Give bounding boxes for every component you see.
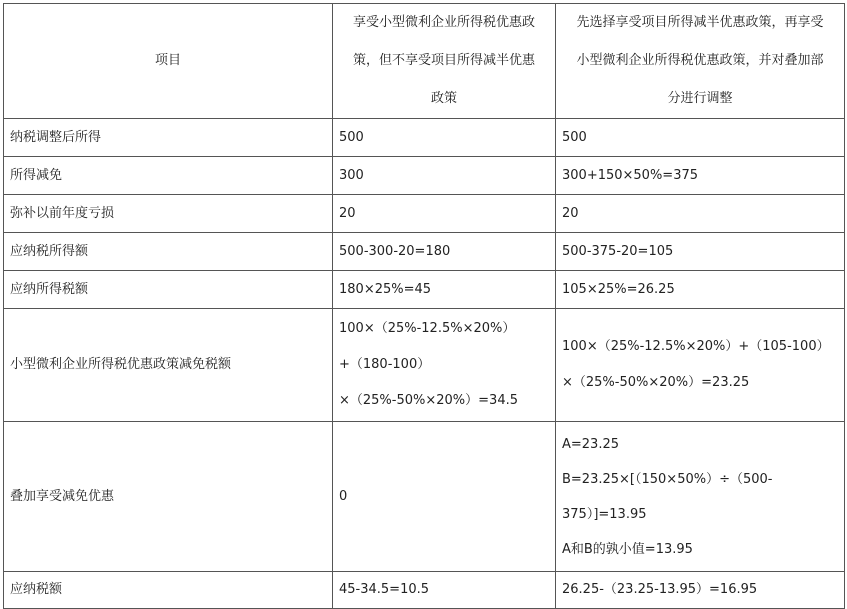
formula-line: 100×（25%-12.5%×20%）+（105-100） (562, 339, 830, 354)
table-row-relief (4, 309, 845, 422)
formula-line: ×（25%-50%×20%）=34.5 (339, 393, 518, 408)
formula-line: A=23.25 (562, 436, 620, 452)
table-row (4, 157, 845, 195)
row-value-a: 500 (333, 119, 556, 157)
row-item: 应纳税额 (4, 572, 333, 609)
row-value-b: 500-375-20=105 (556, 233, 845, 271)
header-option-b (556, 4, 845, 119)
formula-line: 375）]=13.95 (562, 506, 647, 522)
formula-line: +（180-100） (339, 357, 431, 372)
row-value-b: 300+150×50%=375 (556, 157, 845, 195)
header-option-b-line: 先选择享受项目所得减半优惠政策，再享受 (576, 15, 824, 30)
row-value-b: 26.25-（23.25-13.95）=16.95 (556, 572, 845, 609)
header-item: 项目 (4, 4, 333, 119)
row-value-b: 105×25%=26.25 (556, 271, 845, 309)
row-item: 弥补以前年度亏损 (4, 195, 333, 233)
row-value-a (333, 309, 556, 422)
row-value-b (556, 422, 845, 572)
row-item: 应纳税所得额 (4, 233, 333, 271)
table-row (4, 233, 845, 271)
row-value-a: 180×25%=45 (333, 271, 556, 309)
row-item: 小型微利企业所得税优惠政策减免税额 (4, 309, 333, 422)
table-row (4, 119, 845, 157)
formula-line: 100×（25%-12.5%×20%） (339, 321, 516, 336)
header-option-b-line: 分进行调整 (667, 91, 733, 106)
formula-line: A和B的孰小值=13.95 (562, 541, 693, 557)
header-option-b-line: 小型微利企业所得税优惠政策，并对叠加部 (576, 53, 824, 68)
row-item: 纳税调整后所得 (4, 119, 333, 157)
row-value-b (556, 309, 845, 422)
row-item: 所得减免 (4, 157, 333, 195)
header-option-a-line: 政策 (430, 91, 457, 106)
row-value-b: 20 (556, 195, 845, 233)
table-row-final (4, 572, 845, 609)
table-row-overlay (4, 422, 845, 572)
row-value-a: 20 (333, 195, 556, 233)
header-option-a-line: 享受小型微利企业所得税优惠政 (352, 15, 535, 30)
formula-line: B=23.25×[（150×50%）÷（500- (562, 471, 773, 487)
row-item: 应纳所得税额 (4, 271, 333, 309)
table-row (4, 195, 845, 233)
row-value-b: 500 (556, 119, 845, 157)
formula-line: ×（25%-50%×20%）=23.25 (562, 375, 750, 390)
header-row (4, 4, 845, 119)
row-item: 叠加享受减免优惠 (4, 422, 333, 572)
row-value-a: 0 (333, 422, 556, 572)
table-row (4, 271, 845, 309)
row-value-a: 500-300-20=180 (333, 233, 556, 271)
row-value-a: 45-34.5=10.5 (333, 572, 556, 609)
tax-comparison-table (3, 3, 845, 609)
header-option-a-line: 策，但不享受项目所得减半优惠 (352, 53, 535, 68)
header-option-a (333, 4, 556, 119)
row-value-a: 300 (333, 157, 556, 195)
